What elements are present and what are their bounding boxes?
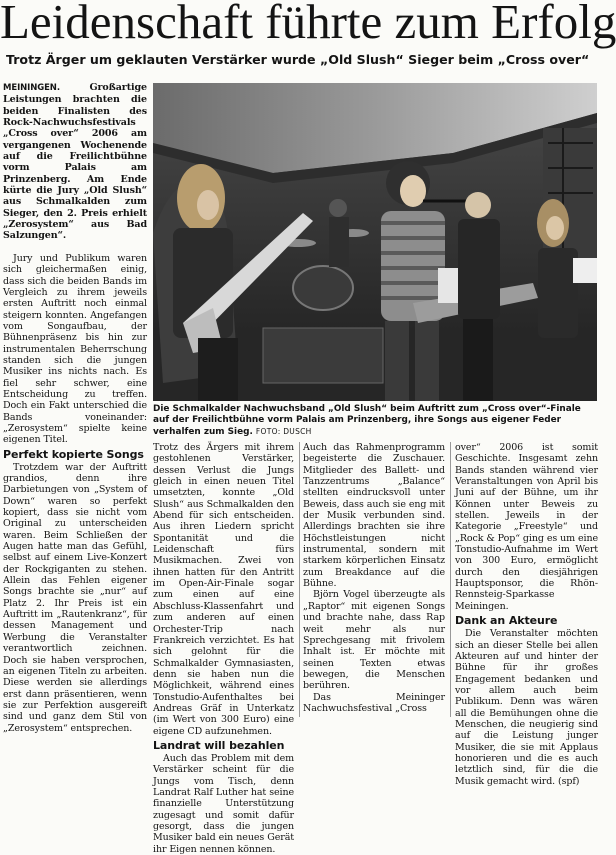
body-paragraph: Jury und Publikum waren sich gleichermaßen einig, dass sich die beiden Bands im Vergleich zu ihrem jeweils ersten Auftritt noch einmal steigern konnten. Angefangen vom Songaufbau, der Bühnenpräsenz bis hin zur instrumentalen Beherrschung standen sich die jungen Musiker ins nichts nach. Es fiel sehr schwer, eine Entscheidung zu treffen. Doch ein Fakt unterschied die Bands voneinander: „Zerosystem“ spielte keine eigenen Titel. (3, 252, 147, 446)
body-paragraph: Auch das Problem mit dem Verstärker scheint für die Jungs vom Tisch, denn Landrat Ralf Luther hat seine finanzielle Unterstützung zugesagt und somit dafür gesorgt, dass die jungen Musiker bald ein neues Gerät ihr Eigen nennen können. (153, 752, 294, 855)
section-heading: Dank an Akteure (455, 614, 558, 628)
article-column-1 (3, 82, 147, 734)
lead-paragraph (3, 82, 147, 242)
article-column-2 (153, 442, 294, 855)
body-paragraph-continued: Auch das Rahmenprogramm begeisterte die Zuschauer. Mitglieder des Ballett- und Tanzzentrums „Balance“ stellten eindrucksvoll unter Beweis, dass auch sie eng mit der Musik verbunden sind. Allerdings brachten sie ihre Höchstleistungen nicht instrumental, sondern mit starkem körperlichen Einsatz zum Breakdance auf die Bühne. (303, 442, 445, 590)
column-divider (299, 442, 300, 717)
body-paragraph-continued: over“ 2006 ist somit Geschichte. Insgesamt zehn Bands standen während vier Veranstaltungen von April bis Juni auf der Bühne, um ihr Können unter Beweis zu stellen. Jeweils in der Kategorie „Freestyle“ und „Rock & Pop“ ging es um eine Tonstudio-Aufnahme im Wert von 300 Euro, ermöglicht durch den diesjährigen Hauptsponsor, die Rhön-Rennsteig-Sparkasse Meiningen. (455, 442, 598, 612)
article-column-3 (303, 442, 445, 720)
dateline: MEININGEN. (3, 83, 60, 93)
lead-text: Großartige Leistungen brachten die beiden Finalisten des Rock-Nachwuchsfestivals „Cross over“ 2006 am vergangenen Wochenende auf die Freilichtbühne vorm Palais am Prinzenberg. Am Ende kürte die Jury „Old Slush“ aus Schmalkalden zum Sieger, den 2. Preis erhielt „Zerosystem“ aus Bad Salzungen“. (3, 82, 147, 242)
body-paragraph: Trotzdem war der Auftritt grandios, denn ihre Darbietungen von „System of Down“ waren so perfekt kopiert, dass sie nicht vom Original zu unterscheiden waren. Beim Schließen der Augen hatte man das Gefühl, selbst auf einem Live-Konzert der Rockgiganten zu stehen. Allein das Fehlen eigener Songs brachte sie „nur“ auf Platz 2. Ihr Preis ist ein Auftritt im „Rautenkranz“, für dessen Management und Werbung die Veranstalter verantwortlich zeichnen. Doch sie haben versprochen, an eigenen Titeln zu arbeiten. Diese werden sie allerdings erst dann präsentieren, wenn sie zur Perfektion ausgereift sind und ganz dem Stil von „Zerosystem“ entsprechen. (3, 461, 147, 734)
section-heading: Perfekt kopierte Songs (3, 447, 144, 461)
section-heading: Landrat will bezahlen (153, 738, 285, 752)
band-photo (153, 83, 597, 401)
body-paragraph: Björn Vogel überzeugte als „Raptor“ mit eigenen Songs und brachte nahe, dass Rap weit mehr als nur Sprechgesang mit frivolem Inhalt ist. Er möchte mit seinen Texten etwas bewegen, die Menschen berühren. (303, 589, 445, 692)
article-column-4 (455, 442, 598, 787)
photo-credit: FOTO: DUSCH (255, 427, 312, 436)
subheadline: Trotz Ärger um geklauten Verstärker wurde „Old Slush“ Sieger beim „Cross over“ (6, 52, 590, 67)
body-paragraph: Die Veranstalter möchten sich an dieser Stelle bei allen Akteuren auf und hinter der Bühne für ihr großes Engagement bedanken und vor allem auch beim Publikum. Denn was wären all die Bemühungen ohne die Menschen, die neugierig sind auf die Leistung junger Musiker, die sie mit Applaus honorieren und die es auch letztlich sind, für die die Musik gemacht wird. (spf) (455, 628, 598, 787)
band-photo-image (153, 83, 597, 401)
body-paragraph-flow: Das Meininger Nachwuchsfestival „Cross (303, 691, 445, 714)
photo-caption (153, 404, 597, 438)
body-paragraph-continued: Trotz des Ärgers mit ihrem gestohlenen Verstärker, dessen Verlust die Jungs gleich in einen neuen Titel umsetzten, konnte „Old Slush“ aus Schmalkalden den Abend für sich entscheiden. Aus ihren Liedern spricht Spontanität und die Leidenschaft fürs Musikmachen. Zwei von ihnen hatten für den Antritt im Open-Air-Finale sogar zum einen auf eine Abschluss-Klassenfahrt und zum anderen auf einen Orchester-Trip nach Frankreich verzichtet. Es hat sich gelohnt für die Schmalkalder Gymnasiasten, denn sie haben nun die Möglichkeit, während eines Tonstudio-Aufenthaltes bei Andreas Gräf in Unterkatz (im Wert von 300 Euro) eine eigene CD aufzunehmen. (153, 442, 294, 737)
headline: Leidenschaft führte zum Erfolg (0, 0, 616, 49)
caption-text: Die Schmalkalder Nachwuchsband „Old Slush“ beim Auftritt zum „Cross over“-Finale auf der Freilichtbühne vorm Palais am Prinzenberg, ihre Songs aus eigener Feder verhalfen zum Sieg. (153, 404, 581, 437)
column-divider (450, 442, 451, 717)
